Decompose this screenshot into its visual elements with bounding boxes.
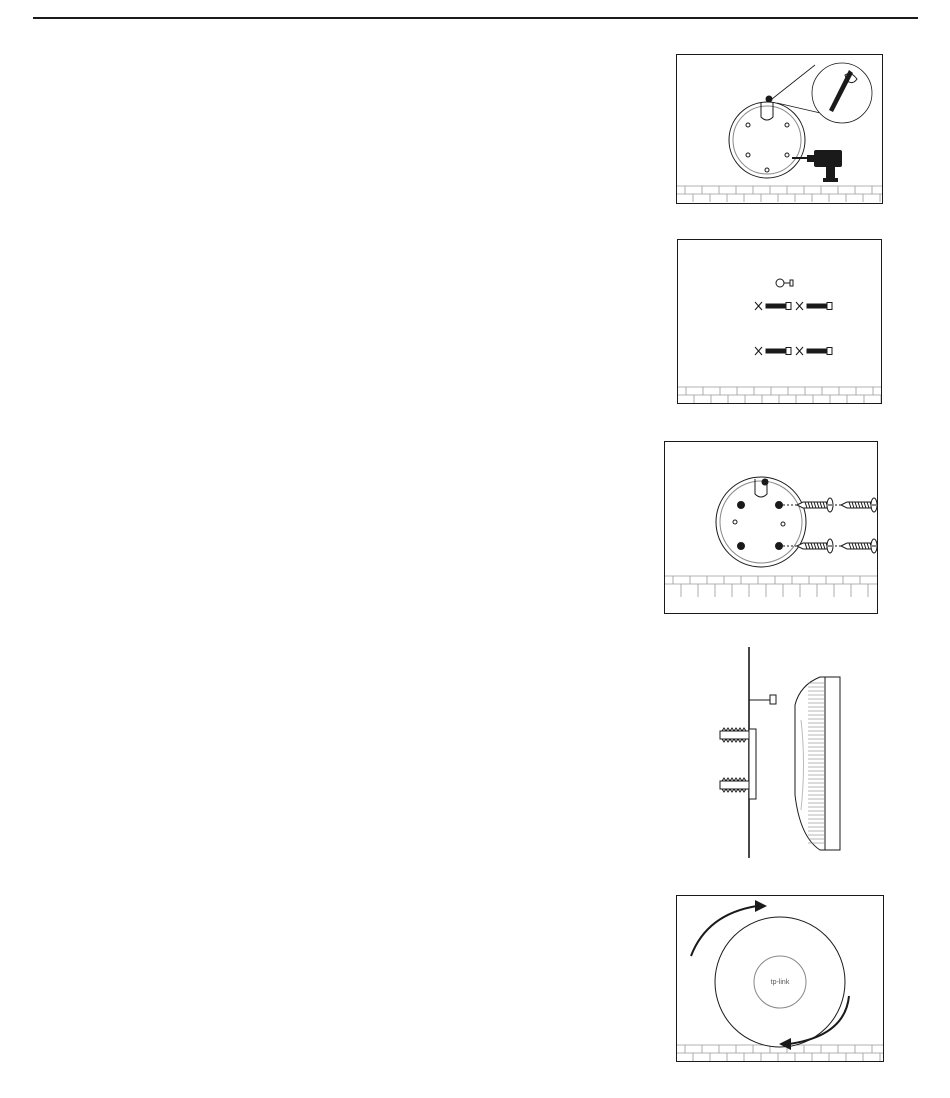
- figure-mark-and-drill: [676, 54, 883, 204]
- wall-texture: [677, 186, 882, 202]
- cable-anchor-icon: [776, 279, 793, 287]
- wall-anchor-icon: [720, 728, 749, 742]
- wall-anchor-icon: [755, 302, 791, 310]
- device-logo-text: tp-link: [770, 979, 790, 986]
- wall-anchor-icon: [720, 778, 749, 792]
- figure-insert-anchors: [677, 239, 882, 404]
- drill-icon: [792, 150, 842, 182]
- access-point-icon: [715, 917, 845, 1047]
- screw-icon: [841, 539, 877, 553]
- wall-anchor-icon: [796, 302, 832, 310]
- mounting-bracket-icon: [729, 96, 805, 178]
- mounting-plate: [749, 729, 756, 799]
- wall-anchor-icon: [796, 347, 832, 355]
- wall-texture: [678, 387, 881, 403]
- screw-icon: [797, 498, 833, 512]
- mounting-bracket-icon: [716, 477, 806, 567]
- figure-rotate-to-lock: [676, 895, 884, 1062]
- figure-align-device: [700, 645, 850, 860]
- figure-screw-bracket: [664, 441, 878, 614]
- cable-anchor-icon: [749, 695, 776, 704]
- zoom-callout: [772, 63, 872, 123]
- access-point-icon: [795, 677, 840, 850]
- header-rule: [33, 17, 918, 19]
- screw-icon: [797, 539, 833, 553]
- wall-texture: [665, 576, 877, 597]
- wall-anchor-icon: [755, 347, 791, 355]
- screw-icon: [841, 498, 877, 512]
